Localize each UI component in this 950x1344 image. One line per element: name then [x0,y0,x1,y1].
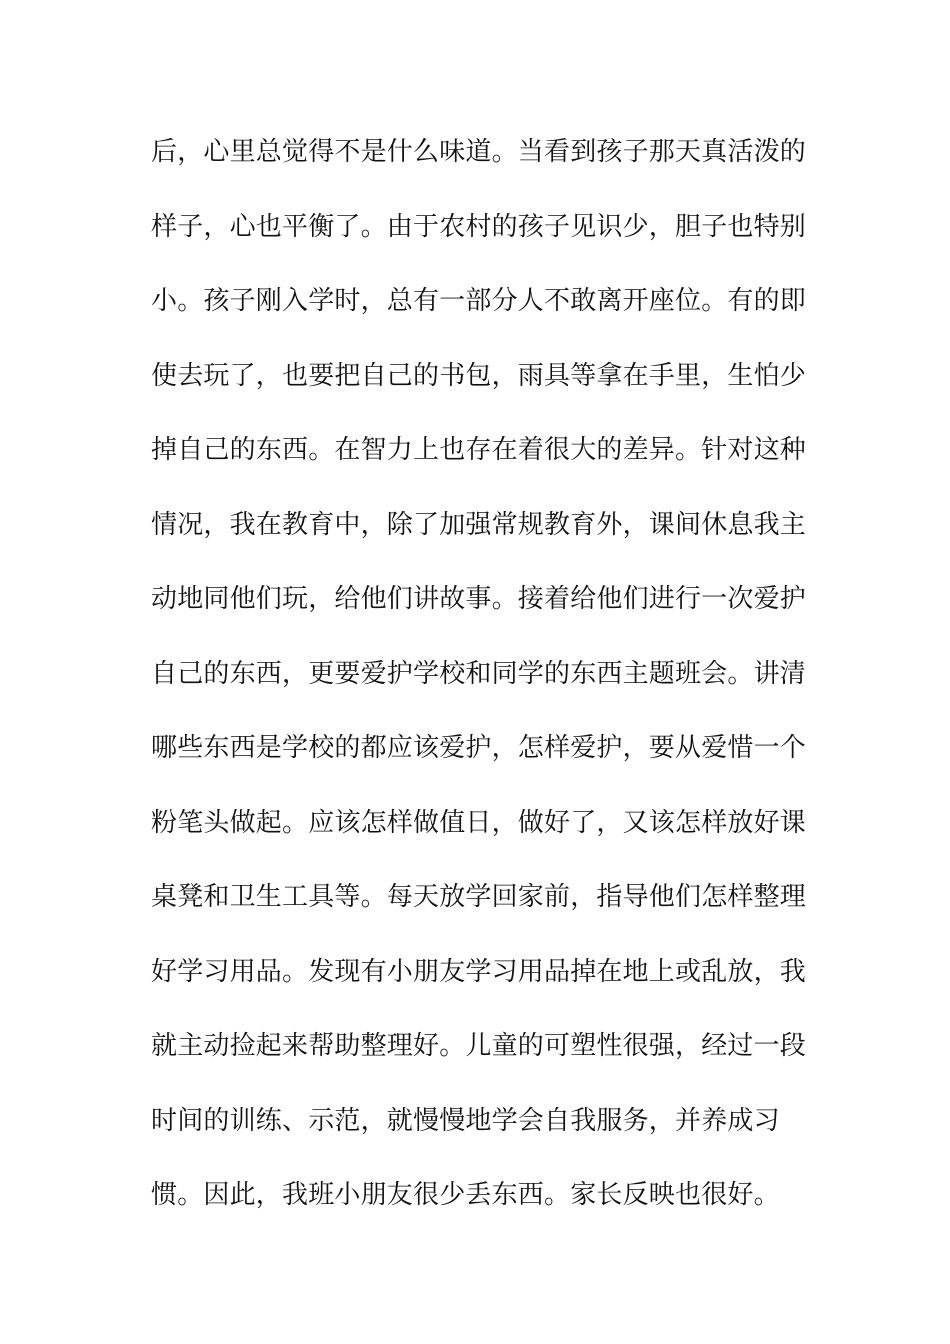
text-line-1: 后，心里总觉得不是什么味道。当看到孩子那天真活泼的 [151,137,807,167]
body-text [151,126,811,1244]
text-line-13: 就主动捡起来帮助整理好。儿童的可塑性很强，经过一段 [151,1031,807,1061]
text-line-12: 好学习用品。发现有小朋友学习用品掉在地上或乱放，我 [151,956,807,987]
text-line-8: 自己的东西，更要爱护学校和同学的东西主题班会。讲清 [151,658,807,689]
text-line-2: 样子，心也平衡了。由于农村的孩子见识少，胆子也特别 [151,211,807,242]
text-line-14: 时间的训练、示范，就慢慢地学会自我服务，并养成习 [151,1105,780,1136]
text-line-4: 使去玩了，也要把自己的书包，雨具等拿在手里，生怕少 [151,360,807,391]
text-line-7: 动地同他们玩，给他们讲故事。接着给他们进行一次爱护 [151,584,807,614]
text-line-3: 小。孩子刚入学时，总有一部分人不敢离开座位。有的即 [151,286,807,316]
text-line-11: 桌凳和卫生工具等。每天放学回家前，指导他们怎样整理 [151,882,807,912]
text-line-5: 掉自己的东西。在智力上也存在着很大的差异。针对这种 [151,435,807,465]
text-line-15: 惯。因此，我班小朋友很少丢东西。家长反映也很好。 [151,1180,780,1210]
text-line-6: 情况，我在教育中，除了加强常规教育外，课间休息我主 [151,509,807,540]
text-line-10: 粉笔头做起。应该怎样做值日，做好了，又该怎样放好课 [151,807,807,838]
text-line-9: 哪些东西是学校的都应该爱护，怎样爱护，要从爱惜一个 [151,733,807,763]
